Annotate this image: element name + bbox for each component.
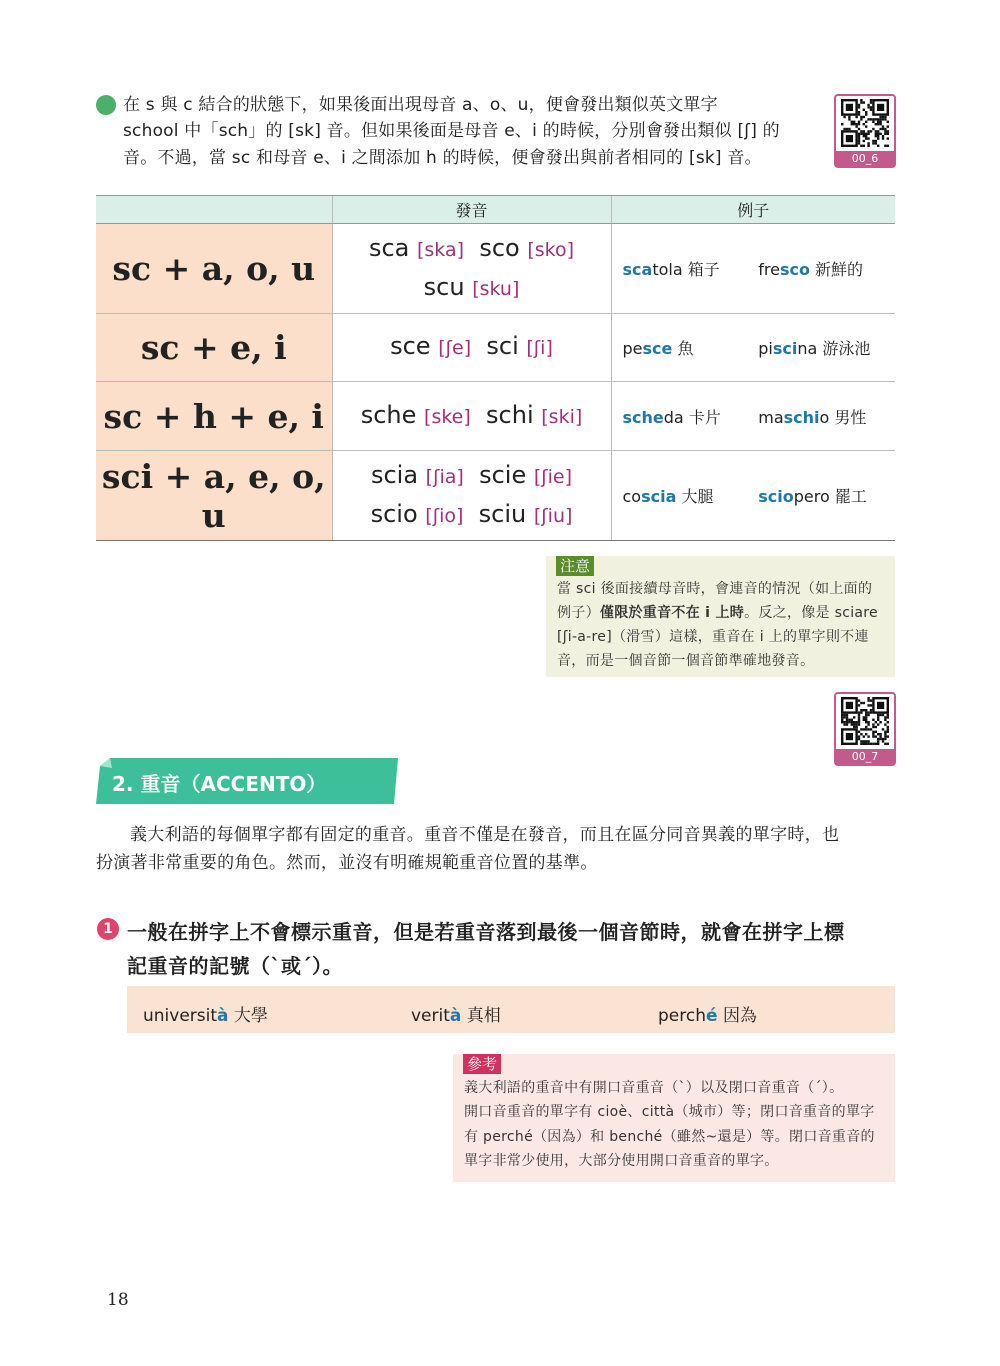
example-word: maschio 男性: [758, 407, 867, 427]
bullet-dot-icon: [96, 95, 116, 115]
example-word: fresco 新鮮的: [758, 260, 864, 279]
intro-line-2: school 中「sch」的 [sk] 音。但如果後面是母音 e、i 的時候，分別會發出類似 [ʃ] 的: [123, 121, 780, 141]
note-line: 當 sci 後面接續母音時，會連音的情況（如上面的: [557, 581, 873, 597]
section-title: 2. 重音（ACCENTO）: [112, 772, 327, 796]
note-tag: 注意: [556, 556, 594, 576]
syllable: sciu: [478, 499, 527, 528]
table-row: [96, 451, 895, 541]
ipa-transcription: [ʃio]: [425, 504, 464, 527]
pronunciation-line: [334, 230, 610, 269]
intro-line-1: 在 s 與 c 結合的狀態下，如果後面出現母音 a、o、u，便會發出類似英文單字: [123, 95, 718, 115]
pronunciation-line: [334, 397, 610, 436]
reference-line: 義大利語的重音中有開口音重音（ˋ）以及閉口音重音（ˊ）。: [464, 1080, 844, 1096]
syllable: sci: [486, 332, 519, 360]
table-header-examples: 例子: [611, 196, 895, 224]
ipa-transcription: [ʃiu]: [533, 504, 573, 527]
point-number-badge: 1: [97, 918, 119, 940]
example-word: pesce 魚: [622, 339, 694, 358]
syllable: scu: [423, 272, 465, 301]
table-header-pronunciation: 發音: [332, 196, 611, 224]
qr-code-icon: [839, 99, 891, 147]
syllable: sco: [479, 233, 520, 262]
qr-code-audio-00-7[interactable]: [834, 692, 896, 766]
ipa-transcription: [ʃia]: [425, 465, 464, 488]
ipa-transcription: [ske]: [424, 405, 471, 428]
accent-example: verità 真相: [411, 1006, 501, 1026]
ipa-transcription: [sku]: [472, 277, 520, 300]
examples-cell: [611, 382, 895, 451]
note-box: [546, 556, 895, 677]
table-row: [96, 224, 895, 314]
qr-label: 00_6: [836, 151, 894, 166]
example-word: scatola 箱子: [622, 260, 720, 279]
example-word: coscia 大腿: [622, 487, 714, 506]
note-emphasis: 僅限於重音不在 i 上時: [599, 605, 745, 621]
pronunciation-cell: [332, 314, 611, 382]
syllable: scia: [370, 460, 419, 489]
pronunciation-line: [334, 269, 610, 308]
pronunciation-line: [334, 496, 610, 535]
rule-cell: sc + e, i: [96, 314, 332, 382]
qr-code-audio-00-6[interactable]: [834, 94, 896, 168]
point-line-2: 記重音的記號（ˋ或ˊ）。: [127, 954, 343, 978]
ipa-transcription: [sko]: [527, 238, 575, 261]
rule-cell: sc + h + e, i: [96, 382, 332, 451]
qr-label: 00_7: [836, 749, 894, 764]
point-line-1: 一般在拼字上不會標示重音，但是若重音落到最後一個音節時，就會在拼字上標: [127, 920, 845, 944]
qr-code-icon: [839, 697, 891, 745]
example-word: scheda 卡片: [622, 407, 721, 427]
pronunciation-line: [334, 328, 610, 367]
table-row: [96, 382, 895, 451]
syllable: sce: [390, 332, 431, 360]
section-paragraph-line-2: 扮演著非常重要的角色。然而，並沒有明確規範重音位置的基準。: [96, 853, 598, 873]
reference-line: 開口音重音的單字有 cioè、città（城市）等；閉口音重音的單字: [464, 1104, 875, 1120]
accent-example: università 大學: [143, 1006, 268, 1026]
note-line: 音，而是一個音節一個音節準確地發音。: [557, 653, 815, 669]
pronunciation-cell: [332, 382, 611, 451]
syllable: scio: [370, 499, 418, 528]
rule-cell: sc + a, o, u: [96, 224, 332, 314]
reference-line: 單字非常少使用，大部分使用開口音重音的單字。: [464, 1153, 779, 1169]
ipa-transcription: [ska]: [417, 238, 465, 261]
example-word: piscina 游泳池: [758, 339, 871, 358]
accent-example: perché 因為: [658, 1006, 757, 1026]
pronunciation-line: [334, 457, 610, 496]
note-line: 例子）僅限於重音不在 i 上時。反之，像是 sciare: [557, 605, 878, 621]
sc-pronunciation-table: [96, 195, 895, 541]
table-row: [96, 314, 895, 382]
ipa-transcription: [ʃie]: [533, 465, 573, 488]
pronunciation-cell: [332, 224, 611, 314]
examples-cell: [611, 314, 895, 382]
ipa-transcription: [ʃi]: [526, 337, 553, 359]
page-number: 18: [107, 1290, 129, 1310]
syllable: sche: [360, 400, 417, 429]
syllable: schi: [486, 400, 534, 429]
syllable: sca: [368, 233, 410, 262]
ipa-transcription: [ʃe]: [438, 337, 472, 359]
pronunciation-cell: [332, 451, 611, 541]
table-header-blank: [96, 196, 332, 224]
syllable: scie: [479, 460, 527, 489]
note-line: [ʃi-a-re]（滑雪）這樣，重音在 i 上的單字則不連: [557, 629, 869, 645]
examples-cell: [611, 451, 895, 541]
reference-tag: 參考: [463, 1054, 501, 1074]
rule-cell: sci + a, e, o, u: [96, 451, 332, 541]
example-word: sciopero 罷工: [758, 487, 867, 506]
ipa-transcription: [ski]: [541, 405, 583, 428]
intro-line-3: 音。不過，當 sc 和母音 e、i 之間添加 h 的時候，便會發出與前者相同的 [sk] 音。: [123, 148, 762, 168]
reference-line: 有 perché（因為）和 benché（雖然~還是）等。閉口音重音的: [464, 1129, 875, 1145]
section-paragraph-line-1: 義大利語的每個單字都有固定的重音。重音不僅是在發音，而且在區分同音異義的單字時，也: [130, 825, 840, 845]
examples-cell: [611, 224, 895, 314]
reference-box: [453, 1054, 895, 1182]
